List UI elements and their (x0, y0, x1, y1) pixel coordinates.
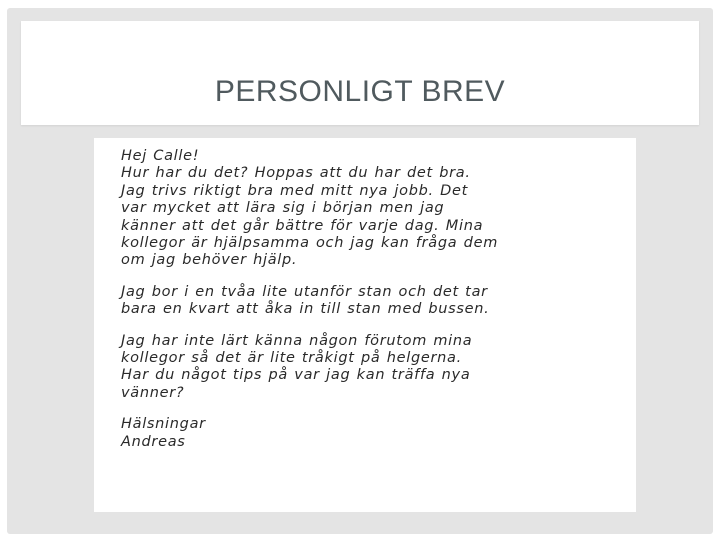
letter-line: känner att det går bättre för varje dag. Mina (121, 217, 484, 234)
letter-text (121, 148, 621, 465)
letter-line: Jag bor i en tvåa lite utanför stan och det tar (121, 283, 488, 300)
letter-paragraph-signature (121, 416, 621, 451)
letter-line: Hur har du det? Hoppas att du har det bra. (121, 165, 471, 182)
letter-line: Jag trivs riktigt bra med mitt nya jobb. Det (121, 182, 469, 199)
letter-line: kollegor är hjälpsamma och jag kan fråga dem (121, 235, 499, 252)
letter-paragraph-greeting (121, 148, 621, 270)
letter-line: Andreas (121, 433, 186, 450)
letter-paragraph-friends (121, 333, 621, 403)
letter-line: Hej Calle! (121, 148, 200, 164)
letter-line: om jag behöver hjälp. (121, 252, 298, 269)
title-band (21, 21, 699, 125)
letter-line: Hälsningar (121, 416, 206, 433)
letter-line: bara en kvart att åka in till stan med bussen. (121, 301, 490, 318)
letter-line: Jag har inte lärt känna någon förutom mina (121, 332, 473, 349)
letter-line: vänner? (121, 384, 185, 401)
slide-title: PERSONLIGT BREV (214, 75, 506, 108)
letter-line: Har du något tips på var jag kan träffa nya (121, 367, 471, 384)
letter-line: kollegor så det är lite tråkigt på helgerna. (121, 350, 462, 367)
letter-image (94, 138, 636, 512)
letter-paragraph-home (121, 284, 621, 319)
letter-line: var mycket att lära sig i början men jag (121, 200, 445, 217)
